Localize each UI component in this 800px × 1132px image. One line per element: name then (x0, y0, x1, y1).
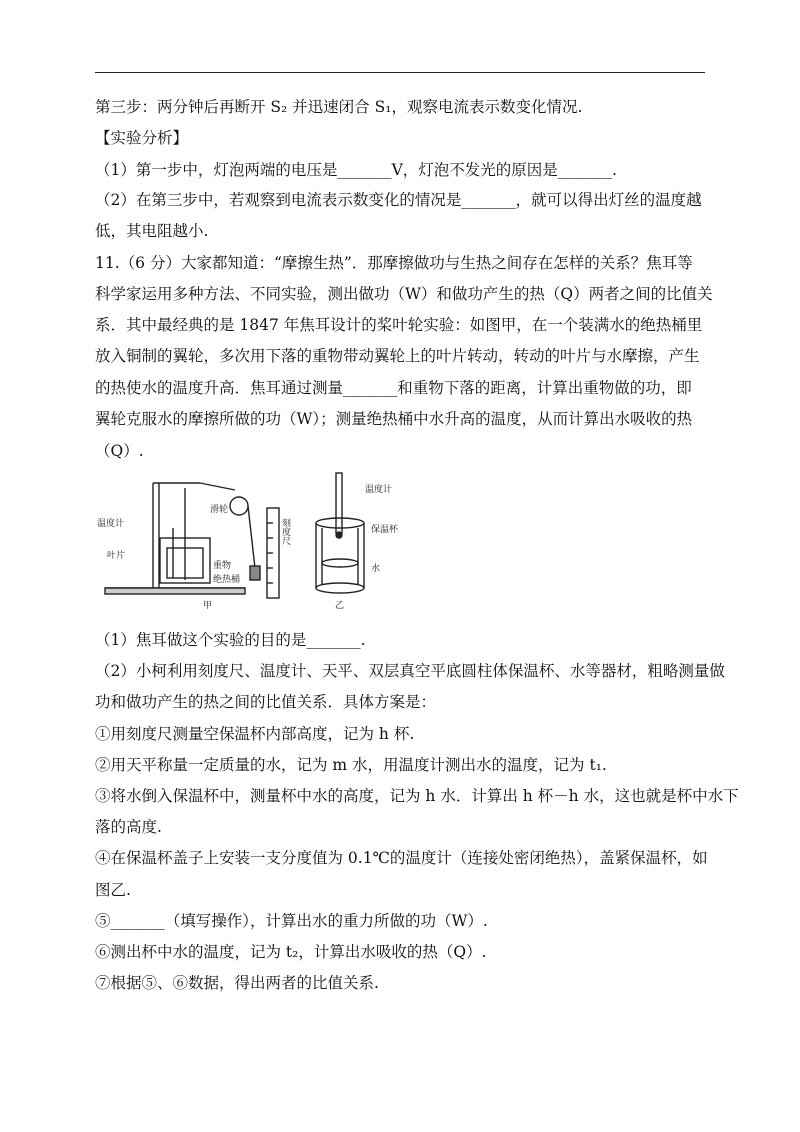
label-pulley: 滑轮 (210, 505, 229, 515)
text-line: 翼轮克服水的摩擦所做的功（W）；测量绝热桶中水升高的温度，从而计算出水吸收的热 (95, 410, 693, 428)
label-thermometer-jia: 温度计 (97, 519, 125, 529)
experiment-diagram (95, 468, 425, 613)
text-line: 放入铜制的翼轮，多次用下落的重物带动翼轮上的叶片转动，转动的叶片与水摩擦，产生 (95, 347, 700, 365)
text-line: 图乙. (95, 881, 131, 899)
text-line: 的热使水的温度升高．焦耳通过测量_______和重物下落的距离，计算出重物做的功，即 (95, 379, 692, 397)
experiment-figure (95, 468, 425, 613)
label-ruler: 刻度尺 (280, 518, 290, 545)
label-thermometer-yi: 温度计 (365, 485, 393, 495)
text-line: （Q）. (95, 442, 144, 460)
step-5: ⑤_______（填写操作），计算出水的重力所做的功（W）. (95, 912, 488, 930)
text-line: （1）第一步中，灯泡两端的电压是_______V，灯泡不发光的原因是_______. (95, 161, 617, 179)
text-line: 第三步：两分钟后再断开 S₂ 并迅速闭合 S₁，观察电流表示数变化情况. (95, 98, 583, 116)
text-line: 功和做功产生的热之间的比值关系．具体方案是： (95, 693, 437, 711)
text-line: 科学家运用多种方法、不同实验，测出做功（W）和做功产生的热（Q）两者之间的比值关 (95, 285, 713, 303)
label-weight: 重物 (213, 561, 232, 571)
label-cup: 保温杯 (371, 525, 399, 535)
header-rule (95, 72, 705, 73)
section-heading: 【实验分析】 (95, 129, 189, 147)
joule-apparatus (105, 483, 279, 598)
caption-yi: 乙 (335, 601, 345, 611)
step-2: ②用天平称量一定质量的水，记为 m 水，用温度计测出水的温度，记为 t₁. (95, 756, 607, 774)
insulated-cup (316, 473, 364, 593)
step-4: ④在保温杯盖子上安装一支分度值为 0.1℃的温度计（连接处密闭绝热），盖紧保温杯，如 (95, 849, 708, 867)
text-line: 系．其中最经典的是 1847 年焦耳设计的桨叶轮实验：如图甲，在一个装满水的绝热桶里 (95, 316, 703, 334)
caption-jia: 甲 (203, 601, 213, 611)
label-bucket: 绝热桶 (213, 575, 241, 585)
step-6: ⑥测出杯中水的温度，记为 t₂，计算出水吸收的热（Q）. (95, 943, 487, 961)
label-water: 水 (371, 564, 381, 574)
label-blade: 叶片 (107, 551, 126, 561)
text-line: （1）焦耳做这个实验的目的是_______. (95, 631, 366, 649)
text-line: （2）在第三步中，若观察到电流表示数变化的情况是_______，就可以得出灯丝的温度越 (95, 191, 702, 209)
text-line: 落的高度. (95, 818, 162, 836)
text-line: （2）小柯利用刻度尺、温度计、天平、双层真空平底圆柱体保温杯、水等器材，粗略测量做 (95, 662, 725, 680)
question-11: 11.（6 分）大家都知道：“摩擦生热”．那摩擦做功与生热之间存在怎样的关系？焦耳等 (95, 254, 693, 272)
step-7: ⑦根据⑤、⑥数据，得出两者的比值关系. (95, 974, 379, 992)
text-line: 低，其电阻越小. (95, 222, 209, 240)
step-3: ③将水倒入保温杯中，测量杯中水的高度，记为 h 水．计算出 h 杯－h 水，这也就是杯中水下 (95, 787, 739, 805)
step-1: ①用刻度尺测量空保温杯内部高度，记为 h 杯. (95, 725, 415, 743)
